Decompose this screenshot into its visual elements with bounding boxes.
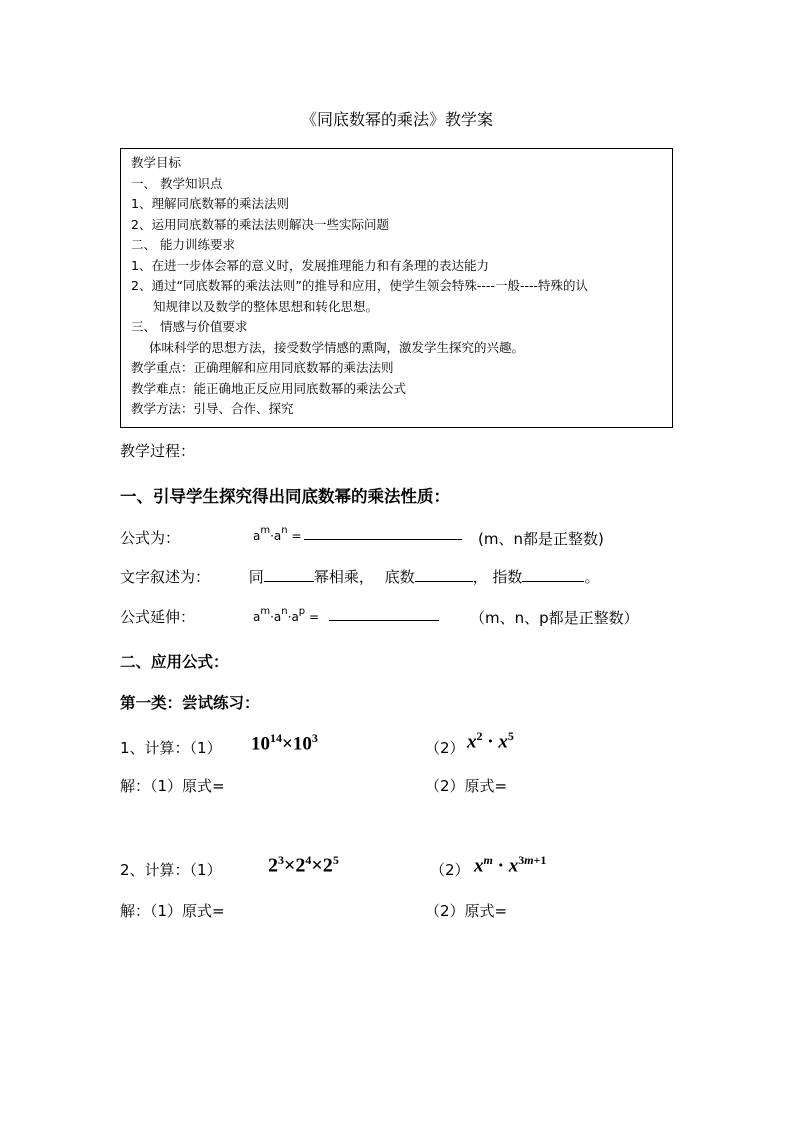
objectives-line: 二、 能力训练要求 — [131, 237, 235, 252]
objectives-line: 2、通过“同底数幂的乘法法则”的推导和应用，使学生领会特殊----一般----特殊的认 — [131, 278, 588, 293]
objectives-line: 教学目标 — [131, 155, 182, 170]
ext-blank[interactable] — [329, 608, 439, 621]
text-part: 。 — [584, 568, 600, 586]
formula-blank[interactable] — [304, 527, 462, 540]
text-blank-3[interactable] — [522, 566, 584, 582]
objectives-line: 一、 教学知识点 — [131, 175, 223, 191]
q1-expression-1: $10^{14}\times 10^3$ — [251, 731, 318, 755]
text-part: 底数 — [384, 568, 415, 586]
formula-note: (m、n都是正整数) — [478, 530, 604, 548]
objectives-line: 三、 情感与价值要求 — [131, 319, 248, 334]
text-part: 幂相乘， — [313, 568, 374, 586]
objectives-line: 1、在进一步体会幂的意义时，发展推理能力和有条理的表达能力 — [131, 257, 489, 273]
q2-part2-label: （2） — [430, 861, 470, 879]
objectives-line: 体味科学的思想方法，接受数学情感的熏陶，激发学生探究的兴趣。 — [149, 339, 525, 355]
text-part: 指数 — [492, 568, 523, 586]
objectives-line: 2、运用同底数幂的乘法法则解决一些实际问题 — [131, 216, 389, 232]
objectives-line: 教学重点：正确理解和应用同底数幂的乘法法则 — [131, 360, 394, 375]
answer2-right: （2）原式= — [425, 902, 508, 920]
objectives-box — [120, 148, 673, 428]
answer1-left: 解：（1）原式= — [120, 777, 225, 795]
ext-label: 公式延伸： — [120, 608, 196, 626]
text-description — [120, 566, 599, 587]
answer1-right: （2）原式= — [425, 777, 508, 795]
ext-expression: $a^m\cdot a^n\cdot a^p$ = — [253, 608, 439, 624]
page-title: 《同底数幂的乘法》教学案 — [300, 110, 493, 129]
process-label: 教学过程： — [120, 442, 196, 460]
section2-heading: 二、应用公式： — [120, 653, 229, 671]
q1-label: 1、计算：（1） — [120, 739, 222, 757]
objectives-line: 知规律以及数学的整体思想和转化思想。 — [153, 298, 379, 314]
text-blank-1[interactable] — [264, 566, 314, 582]
text-blank-2[interactable] — [415, 566, 473, 582]
q2-label: 2、计算：（1） — [120, 861, 222, 879]
section2-subheading: 第一类：尝试练习： — [120, 694, 260, 712]
q2-expression-1: $2^3\times 2^4\times 2^5$ — [268, 853, 339, 877]
formula-label: 公式为： — [120, 529, 181, 547]
ext-note: （m、n、p都是正整数） — [470, 609, 639, 627]
text-part: ， — [472, 568, 488, 586]
q1-expression-2: $x^2 \cdot x^5$ — [467, 729, 514, 753]
section1-heading: 一、引导学生探究得出同底数幂的乘法性质： — [120, 487, 450, 506]
objectives-line: 教学难点：能正确地正反应用同底数幂的乘法公式 — [131, 380, 407, 396]
objectives-line: 1、理解同底数幂的乘法法则 — [131, 196, 289, 211]
q2-expression-2: $x^m \cdot x^{3m+1}$ — [474, 853, 547, 877]
q1-part2-label: （2） — [425, 739, 465, 757]
objectives-line: 教学方法：引导、合作、探究 — [131, 401, 294, 416]
formula-expression: $a^m\cdot a^n$ = — [253, 527, 462, 543]
text-part: 同 — [248, 568, 264, 586]
answer2-left: 解：（1）原式= — [120, 902, 225, 920]
text-label: 文字叙述为： — [120, 568, 211, 586]
